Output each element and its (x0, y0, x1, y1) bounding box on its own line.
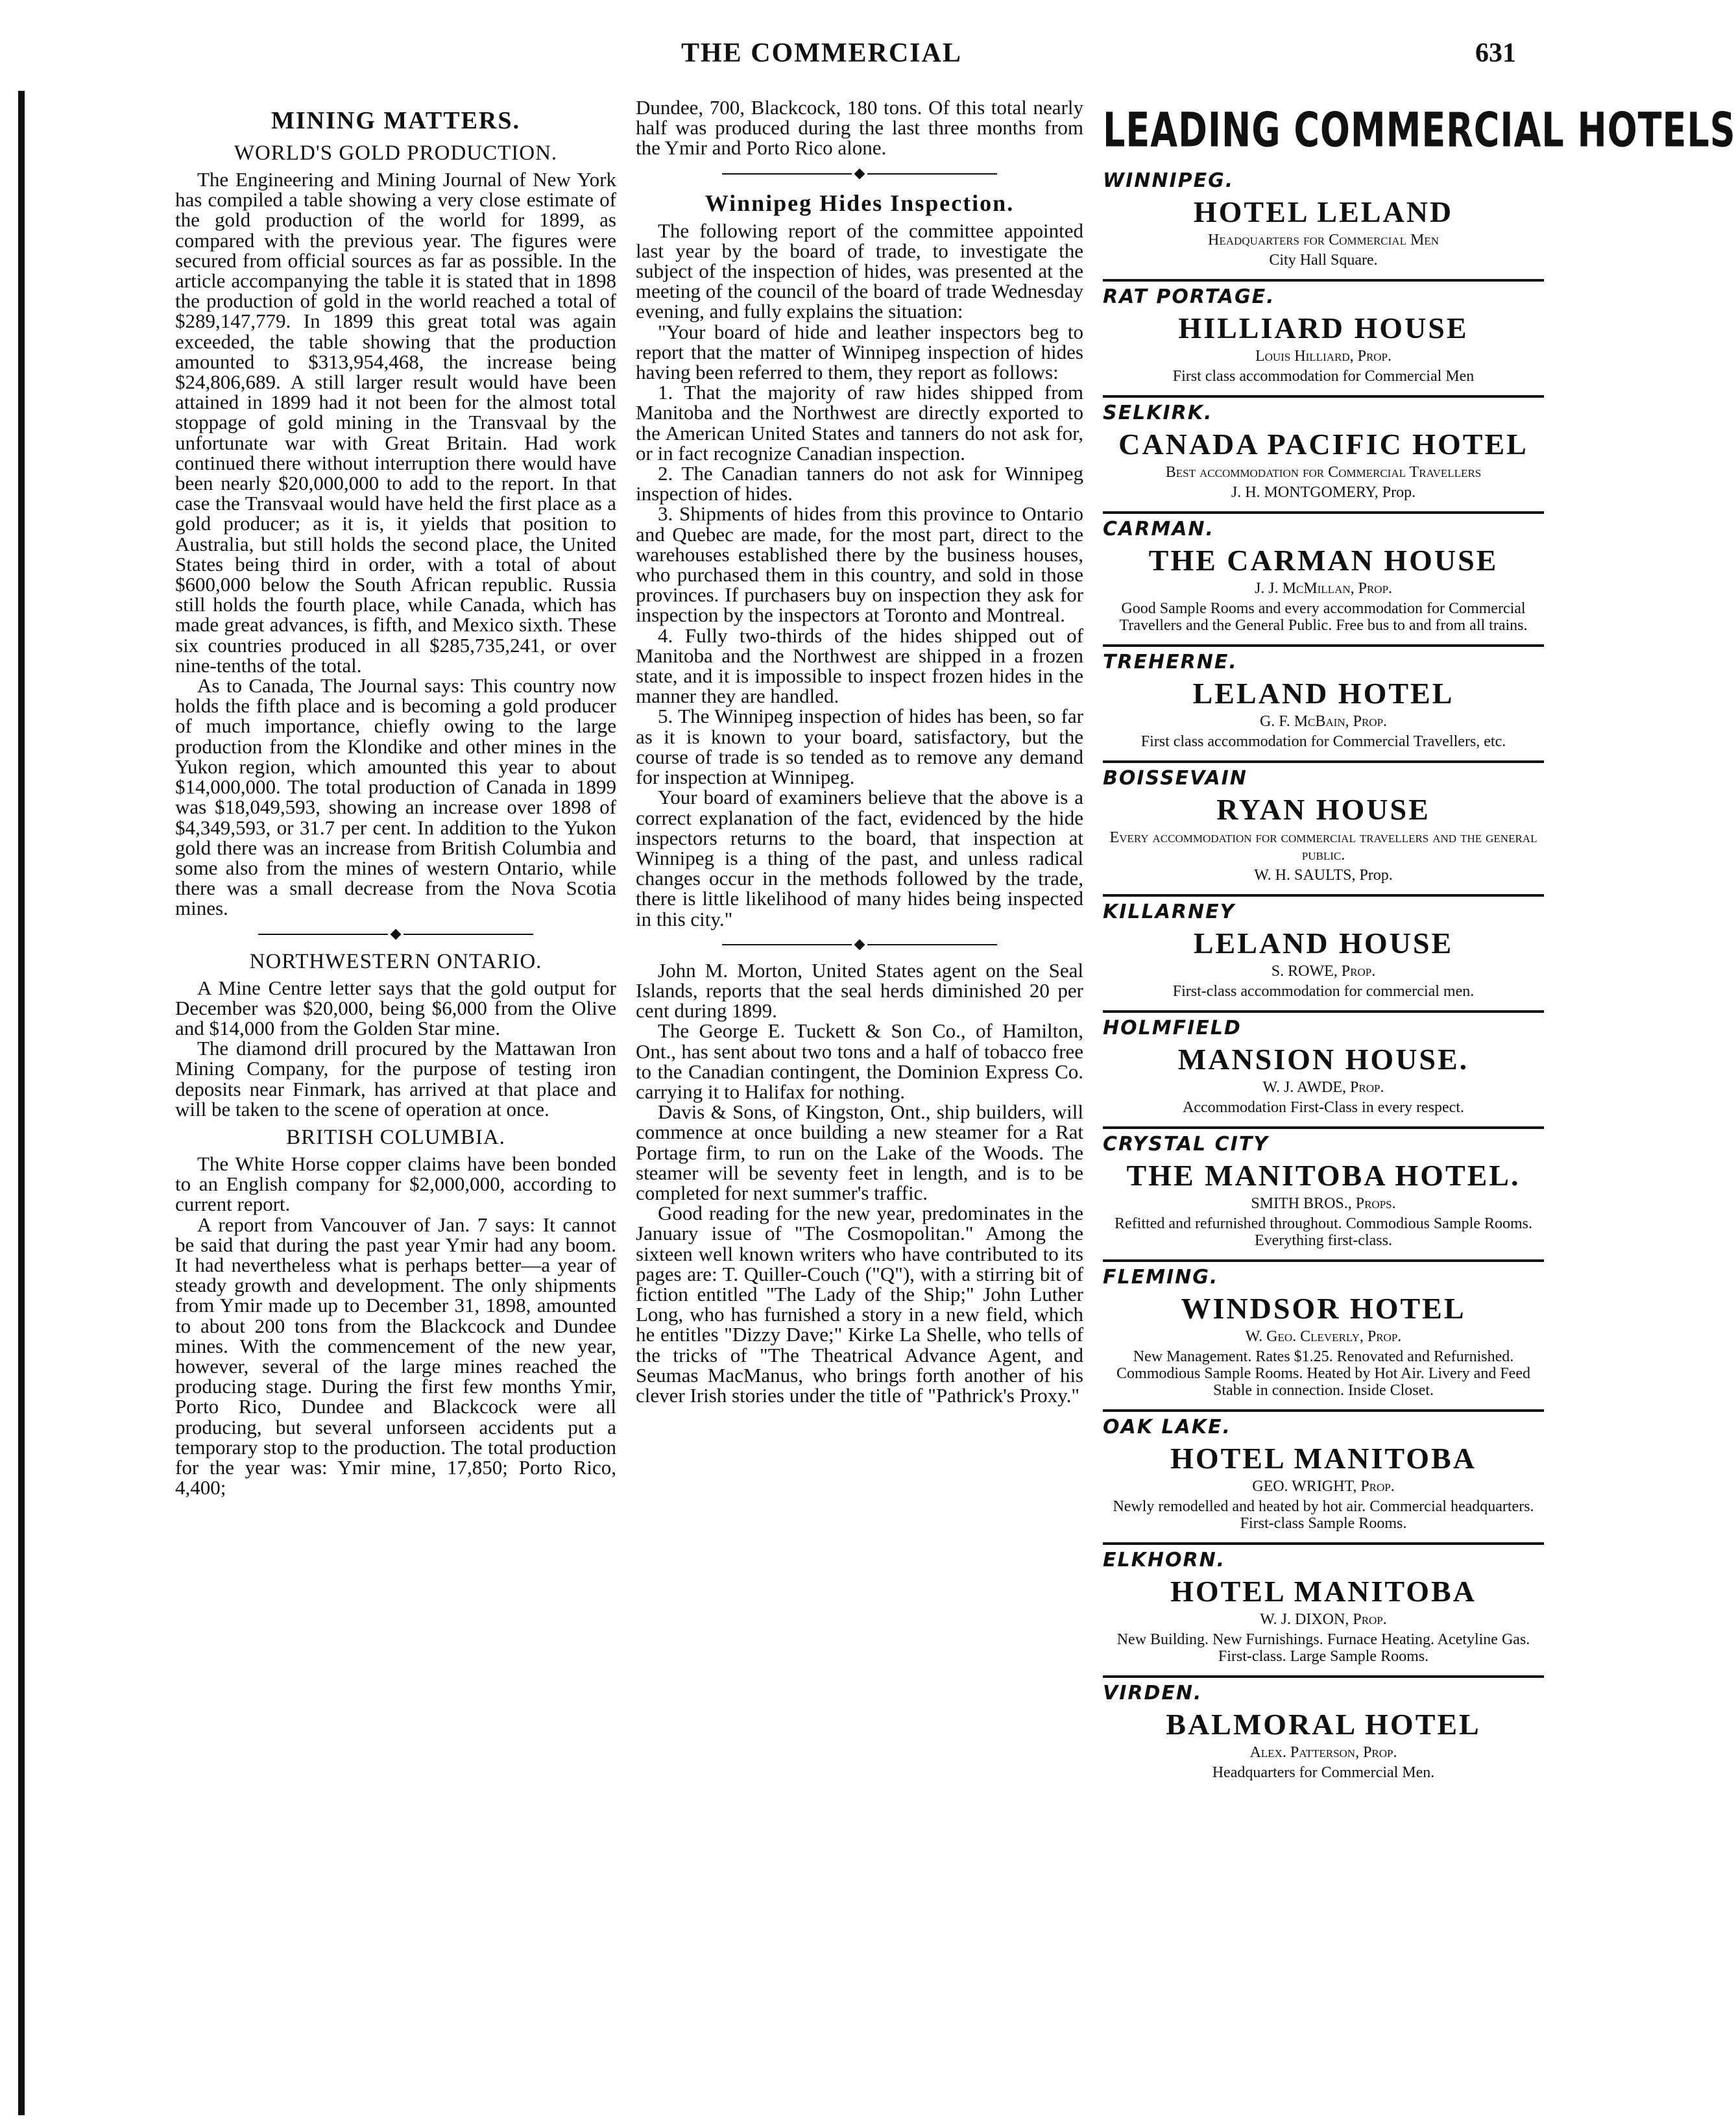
hotel-entry (1103, 1262, 1544, 1412)
hotel-entry (1103, 165, 1544, 282)
paragraph: As to Canada, The Journal says: This country now holds the fifth place and is becoming a gold producer of much importance, chiefly owing to the large production from the Klondike and other mines in the Yukon region, which amounted this year to about $14,000,000. The total production of Canada in 1899 was $18,049,593, showing an increase over 1898 of $4,349,593, or 31.7 per cent. In addition to the Yukon gold there was an increase from British Columbia and some also from the mines of western Ontario, while there was a small decrease from the Nova Scotia mines. (175, 674, 616, 920)
hotel-proprietor: GEO. WRIGHT, Prop. (1252, 1478, 1395, 1495)
hotel-name: BALMORAL HOTEL (1166, 1708, 1481, 1741)
hotel-proprietor: G. F. McBain, Prop. (1259, 713, 1388, 730)
section-divider (636, 941, 1083, 949)
hotel-note: Refitted and refurnished throughout. Commodious Sample Rooms. Everything first-class. (1115, 1215, 1532, 1249)
hotel-name: MANSION HOUSE. (1177, 1043, 1469, 1076)
hotel-entry (1103, 763, 1544, 897)
hotel-town: ELKHORN. (1103, 1549, 1226, 1571)
hotel-proprietor: J. J. McMillan, Prop. (1254, 580, 1393, 597)
paragraph: The White Horse copper claims have been bonded to an English company for $2,000,000, according to current report. (175, 1152, 616, 1216)
hotel-proprietor: Every accommodation for commercial travellers and the general public. (1109, 829, 1537, 864)
paragraph: A report from Vancouver of Jan. 7 says: It cannot be said that during the past year Ymir had any boom. It had nevertheless what is perhaps better—a year of steady growth and development. The only shipments from Ymir made up to December 31, 1898, amounted to about 200 tons from the Blackcock and Dundee mines. With the commencement of the new year, however, several of the large mines reached the producing stage. During the first few months Ymir, Porto Rico, Dundee and Blackcock were all producing, but several unforseen accidents put a temporary stop to the production. The total production for the year was: Ymir mine, 17,850; Porto Rico, 4,400; (175, 1213, 616, 1499)
hotel-town: VIRDEN. (1103, 1682, 1203, 1704)
hotel-entry (1103, 282, 1544, 398)
quoted-paragraph: 4. Fully two-thirds of the hides shipped out of Manitoba and the Northwest are shipped in a frozen state, and it is impossible to inspect frozen hides in the manner they are handled. (636, 624, 1083, 708)
hotels-column (1103, 97, 1736, 1791)
left-margin-rule (18, 91, 25, 2115)
hotel-entry (1103, 1678, 1544, 1791)
hotel-entry (1103, 1545, 1544, 1678)
paragraph: Dundee, 700, Blackcock, 180 tons. Of this total nearly half was produced during the last three months from the Ymir and Porto Rico alone. (636, 96, 1083, 160)
hotel-note: New Management. Rates $1.25. Renovated and Refurnished. Commodious Sample Rooms. Heated by Hot Air. Livery and Feed Stable in connection. Inside Closet. (1116, 1348, 1530, 1399)
paragraph: Good reading for the new year, predominates in the January issue of "The Cosmopolitan." Among the sixteen well known writers who have contributed to its pages are: T. Quiller-Couch ("Q"), with a stirring bit of fiction entitled "The Lady of the Ship;" John Luther Long, who has furnished a story in a new field, which he entitles "Dizzy Dave;" Kirke La Shelle, who tells of the tricks of "The Theatrical Advance Agent, and Seumas MacManus, who brings forth another of his clever Irish stories under the title of "Pathrick's Proxy." (636, 1202, 1083, 1407)
hotel-entry (1103, 514, 1544, 647)
hotel-town: CARMAN. (1103, 518, 1214, 540)
hotel-entry (1103, 897, 1544, 1013)
hotel-proprietor: S. ROWE, Prop. (1271, 963, 1376, 980)
article-title-hides: Winnipeg Hides Inspection. (705, 189, 1015, 216)
quoted-paragraph: "Your board of hide and leather inspectors beg to report that the matter of Winnipeg inspection of hides having been referred to them, they report as follows: (636, 320, 1083, 384)
hotel-entry (1103, 1412, 1544, 1545)
subhead-world-gold: WORLD'S GOLD PRODUCTION. (234, 141, 558, 165)
paragraph: The Engineering and Mining Journal of New York has compiled a table showing a very close estimate of the gold production of the world for 1899, as compared with the previous year. The figures were secured from official sources as far as possible. In the article accompanying the table it is stated that in 1898 the production of gold in the world reached a total of $289,147,779. In 1899 this great total was again exceeded, the table showing that the production amounted to $313,954,468, the increase being $24,806,689. A still larger result would have been attained in 1899 had it not been for the almost total stoppage of gold mining in the Transvaal by the unfortunate war with Great Britain. Had work continued there without interruption there would have been nearly $20,000,000 to add to the report. In that case the Transvaal would have held the first place as a gold producer; as it is, it yields that position to Australia, but still holds the second place, the United States being third in order, with a total of about $600,000 below the South African republic. Russia still holds the fourth place, while Canada, which has made great advances, is fifth, and Mexico sixth. These six countries produced in all $285,735,241, or over nine-tenths of the total. (175, 168, 616, 677)
hotel-proprietor: Louis Hilliard, Prop. (1255, 348, 1392, 365)
page-number: 631 (1475, 38, 1516, 68)
hotels-heading: LEADING COMMERCIAL HOTELS (1103, 103, 1736, 158)
hotel-note: City Hall Square. (1269, 252, 1378, 269)
hotel-entry (1103, 398, 1544, 514)
quoted-paragraph: Your board of examiners believe that the above is a correct explanation of the fact, evidenced by the hide inspectors returns to the board, that inspection at Winnipeg is a thing of the past, and unless radical changes occur in the methods followed by the trade, there is little likelihood of many hides being inspected in this city." (636, 786, 1083, 930)
hotel-note: J. H. MONTGOMERY, Prop. (1231, 484, 1416, 501)
hotel-proprietor: Alex. Patterson, Prop. (1249, 1744, 1397, 1761)
hotel-name: HOTEL MANITOBA (1170, 1575, 1477, 1608)
hotel-note: New Building. New Furnishings. Furnace Heating. Acetyline Gas. First-class. Large Sample Rooms. (1116, 1631, 1530, 1665)
hotel-proprietor: Best accommodation for Commercial Travellers (1165, 464, 1482, 481)
hotel-entry (1103, 1129, 1544, 1262)
paragraph: A Mine Centre letter says that the gold output for December was $20,000, being $6,000 from the Olive and $14,000 from the Golden Star mine. (175, 976, 616, 1039)
hotel-name: HOTEL MANITOBA (1170, 1442, 1477, 1475)
paragraph: Davis & Sons, of Kingston, Ont., ship builders, will commence at once building a new steamer for a Rat Portage firm, to run on the Lake of the Woods. The steamer will be seventy feet in length, and is to be completed for next summer's traffic. (636, 1100, 1083, 1204)
hotel-town: OAK LAKE. (1103, 1416, 1231, 1438)
section-divider (636, 170, 1083, 178)
hotel-name: WINDSOR HOTEL (1181, 1292, 1466, 1325)
hotel-note: First class accommodation for Commercial Travellers, etc. (1140, 733, 1506, 750)
article-title-mining: MINING MATTERS. (271, 107, 520, 134)
quoted-paragraph: 3. Shipments of hides from this province to Ontario and Quebec are made, for the most part, direct to the warehouses established there by the business houses, who purchased them in this country, and sold in those provinces. If purchasers buy on inspection they ask for inspection by the inspectors at Toronto and Montreal. (636, 502, 1083, 627)
hotel-entry (1103, 1013, 1544, 1129)
hotel-name: LELAND HOUSE (1193, 927, 1454, 960)
hotel-name: LELAND HOTEL (1192, 677, 1454, 710)
hotel-proprietor: Headquarters for Commercial Men (1208, 232, 1439, 249)
column-2 (636, 97, 1083, 1405)
hotel-note: Newly remodelled and heated by hot air. Commercial headquarters. First-class Sample Rooms. (1113, 1498, 1534, 1532)
hotel-name: RYAN HOUSE (1216, 793, 1430, 826)
hotel-proprietor: W. J. DIXON, Prop. (1260, 1611, 1387, 1628)
hotel-town: KILLARNEY (1103, 901, 1236, 923)
paragraph: The diamond drill procured by the Mattawan Iron Mining Company, for the purpose of testing iron deposits near Finmark, has arrived at that place and will be taken to the scene of operation at once. (175, 1037, 616, 1121)
hotel-town: CRYSTAL CITY (1103, 1133, 1269, 1156)
hotel-note: Accommodation First-Class in every respect. (1183, 1099, 1464, 1116)
column-1 (175, 97, 616, 1498)
hotel-note: First-class accommodation for commercial men. (1172, 983, 1475, 1000)
hotel-town: TREHERNE. (1103, 651, 1238, 673)
paragraph: John M. Morton, United States agent on the Seal Islands, reports that the seal herds diminished 20 per cent during 1899. (636, 958, 1083, 1023)
hotel-list (1103, 165, 1544, 1791)
quoted-paragraph: 2. The Canadian tanners do not ask for Winnipeg inspection of hides. (636, 462, 1083, 505)
hotel-note: First class accommodation for Commercial Men (1172, 368, 1475, 385)
hotel-town: RAT PORTAGE. (1103, 285, 1275, 308)
subhead-british-columbia: BRITISH COLUMBIA. (286, 1125, 505, 1149)
hotel-name: THE CARMAN HOUSE (1148, 544, 1499, 577)
hotel-name: HILLIARD HOUSE (1178, 311, 1469, 345)
running-title: THE COMMERCIAL (681, 38, 962, 68)
hotel-town: WINNIPEG. (1103, 169, 1235, 192)
hotel-entry (1103, 647, 1544, 763)
hotel-name: CANADA PACIFIC HOTEL (1118, 428, 1528, 461)
hotel-town: BOISSEVAIN (1103, 767, 1248, 790)
hotel-note: Good Sample Rooms and every accommodation for Commercial Travellers and the General Public. Free bus to and from all trains. (1119, 600, 1528, 634)
hotel-proprietor: W. Geo. Cleverly, Prop. (1245, 1328, 1402, 1345)
paragraph: The following report of the committee appointed last year by the board of trade, to investigate the subject of the inspection of hides, was presented at the meeting of the council of the board of trade Wednesday evening, and fully explains the situation: (636, 219, 1083, 323)
section-divider (175, 930, 616, 938)
hotel-town: FLEMING. (1103, 1266, 1219, 1289)
hotel-proprietor: SMITH BROS., Props. (1251, 1195, 1396, 1212)
hotel-note: Headquarters for Commercial Men. (1212, 1764, 1435, 1781)
quoted-paragraph: 5. The Winnipeg inspection of hides has been, so far as it is known to your board, satisfactory, but the course of trade is so tended as to remove any demand for inspection at Winnipeg. (636, 705, 1083, 789)
hotel-town: HOLMFIELD (1103, 1017, 1242, 1039)
paragraph: The George E. Tuckett & Son Co., of Hamilton, Ont., has sent about two tons and a half of tobacco free to the Canadian contingent, the Dominion Express Co. carrying it to Halifax for nothing. (636, 1019, 1083, 1103)
quoted-paragraph: 1. That the majority of raw hides shipped from Manitoba and the Northwest are directly exported to the American United States and tanners do not ask for, or in fact recognize Canadian inspection. (636, 381, 1083, 465)
hotel-proprietor: W. J. AWDE, Prop. (1262, 1079, 1384, 1096)
hotel-note: W. H. SAULTS, Prop. (1254, 867, 1393, 884)
hotel-name: THE MANITOBA HOTEL. (1126, 1159, 1521, 1192)
subhead-northwestern-ontario: NORTHWESTERN ONTARIO. (249, 949, 542, 973)
hotel-town: SELKIRK. (1103, 402, 1213, 424)
hotel-name: HOTEL LELAND (1193, 195, 1454, 228)
